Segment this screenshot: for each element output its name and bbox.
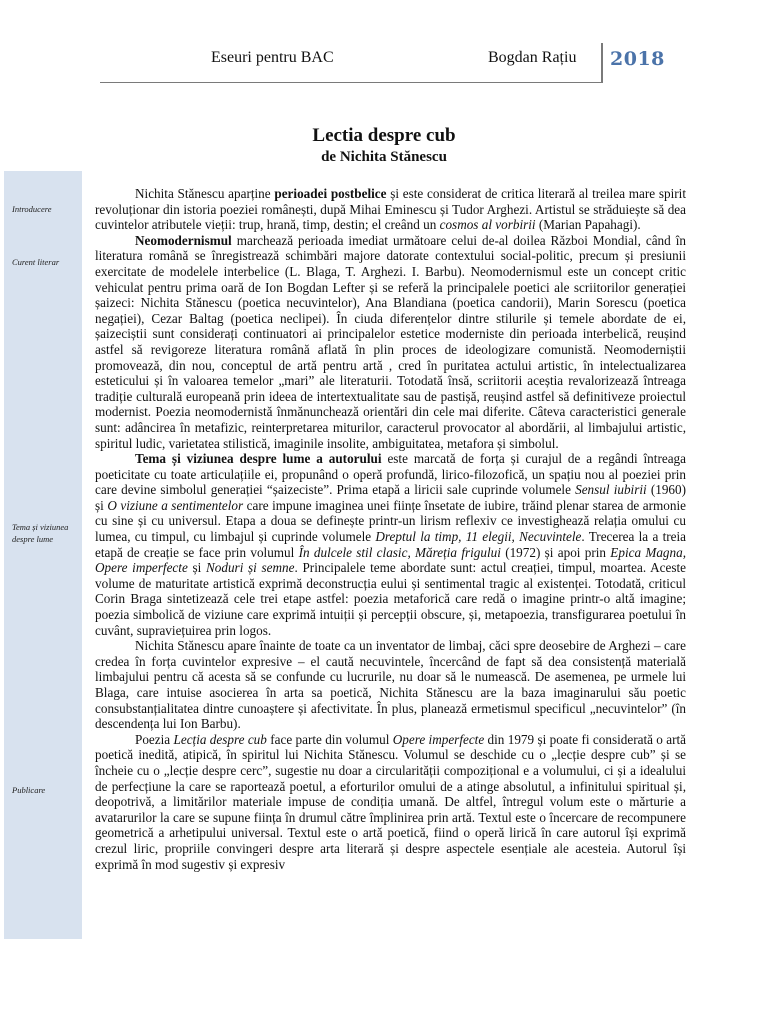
page-title: Lectia despre cub [312, 125, 456, 146]
header-divider-horizontal [100, 82, 603, 83]
sidebar-label-intro: Introducere [12, 204, 52, 214]
paragraph-tema: Tema și viziunea despre lume a autorului este marcată de forța și curajul de a regândi întreaga poeticitate cu toate articulațiile ei, propunând o operă profundă, lirico-filozofică, un spațiu nou al poeziei prin care devine simbolul generației “șaizeciste”. Prima etapă a liricii sale cuprinde volumele Sensul iubirii (1960) și O viziune a sentimentelor care impune imaginea unei ființe însetate de iubire, trăind plenar starea de armonie cu sine și cu universul. Etapa a doua se definește printr-un lirism reflexiv ce investighează relația omului cu lumea, cu timpul, cu limbajul și cuprinde volumele Dreptul la timp, 11 elegii, Necuvintele. Trecerea la a treia etapă de creație se face prin volumul În dulcele stil clasic, Măreția frigului (1972) și apoi prin Epica Magna, Opere imperfecte și Noduri și semne. Principalele teme abordate sunt: actul creației, timpul, moartea. Aceste volume de maturitate artistică exprimă deconstrucția eului și sentimental tragic al existenței. Totodată, criticul Corin Braga sintetizează cele trei etape astfel: poezia metaforică care redă o imagine printr-o altă imagine; poezia simbolică de viziune care exprimă intuiții și percepții obscure, și, metapoezia, transfigurarea poetului în cuvânt, supraviețuirea prin logos. [95, 451, 687, 638]
page-subtitle: de Nichita Stănescu [321, 149, 447, 165]
sidebar [4, 171, 82, 939]
paragraph-curent: Neomodernismul marchează perioada imediat următoare celui de-al doilea Război Mondial, când în literatura română se înregistrează schimbări majore datorate contextului social-politic, precum și presiunii exercitate de modelele interbelice (L. Blaga, T. Arghezi. I. Barbu). Neomodernismul este un concept critic vehiculat pentru prima oară de Ion Bogdan Lefter și se referă la principalele poetici ale scriitorilor generației șaizeci: Nichita Stănescu (poetica necuvintelor), Ana Blandiana (poetica candorii), Marin Sorescu (poetica negației), Cezar Baltag (poetica neclipei). În ciuda diferențelor dintre stilurile și temele abordate de ei, șaizeciștii sunt considerați continuatori ai principalelor estetice moderniste din perioada interbelică, reușind astfel să revigoreze literatura română aflată în plin proces de ideologizare comunistă. Neomoderniștii promovează, din nou, conceptul de artă pentru artă , cred în puritatea actului artistic, în intelectualizarea esteticului și în valoarea temelor „mari” ale literaturii. Totodată însă, scriitorii aceștia revalorizează întreaga tradiție culturală europeană prin ideea de intertextualitate sau de pastișă, reușind astfel să definitiveze proiectul modernist. Poezia neomodernistă înmănunchează orientări din cele mai diferite. Câteva caracteristici generale sunt: adâncirea în metafizic, reinterpretarea miturilor, caracterul provocator al abordării, al limbajului artistic, spiritul ludic, varietatea stilistică, imaginile insolite, ambiguitatea, metafora și simbolul. [95, 232, 686, 451]
sidebar-label-tema: Tema și viziunea despre lume [12, 522, 69, 544]
paragraph-intro: Nichita Stănescu aparține perioadei postbelice și este considerat de critica literară al treilea mare spirit revoluționar din istoria poeziei românești, după Mihai Eminescu și Tudor Arghezi. Artistul se străduiește să dea cuvintelor atributele vieții: trup, hrană, timp, destin; el creând un cosmos al vorbirii (Marian Papahagi). [95, 186, 686, 233]
header-author: Bogdan Rațiu [488, 49, 577, 66]
sidebar-label-curent: Curent literar [12, 257, 60, 267]
paragraph-limbaj: Nichita Stănescu apare înainte de toate ca un inventator de limbaj, căci spre deosebire de Arghezi – care credea în forța cuvintelor expresive – el caută necuvintele, încercând de fapt să dea consistență materială limbajului pentru că acesta să se confunde cu lucrurile, nu doar să le numească. De asemenea, pe urmele lui Blaga, care intuise asocierea în arta sa poetică, Nichita Stănescu are la baza imaginarului său poetic consubstanțialitatea dintre cunoaștere și afectivitate. În plus, planează ermetismul specificul „necuvintelor” (în descendența lui Ion Barbu). [95, 638, 686, 732]
sidebar-label-publicare: Publicare [12, 785, 46, 795]
header-series-title: Eseuri pentru BAC [211, 49, 334, 66]
header-year: 2018 [610, 48, 665, 70]
header-divider-vertical [601, 43, 603, 83]
essay-body [95, 186, 686, 872]
paragraph-publicare: Poezia Lecția despre cub face parte din volumul Opere imperfecte din 1979 și poate fi considerată o artă poetică inedită, atipică, în spiritul lui Nichita Stănescu. Volumul se deschide cu o „lecție despre cub” și se încheie cu o „lecție despre cerc”, sugestie nu doar a circularității compozițional e a volumului, ci și a idealului de perfecțiune la care se raportează poetul, a eforturilor omului de a atinge absolutul, a infinitului spiritual și, deopotrivă, a limitărilor materiale impuse de condiția umană. De altfel, întregul volum este o mărturie a avatarurilor la care se supune ființa în drumul către împlinirea prin artă. Textul este o încercare de recompunere geometrică a arhetipului universal. Textul este o artă poetică, fiind o operă lirică în care autorul își exprimă crezul liric, propriile convingeri despre arta literară și despre aspectele esențiale ale acesteia. Autorul își exprimă în mod sugestiv și expresiv [95, 731, 687, 872]
